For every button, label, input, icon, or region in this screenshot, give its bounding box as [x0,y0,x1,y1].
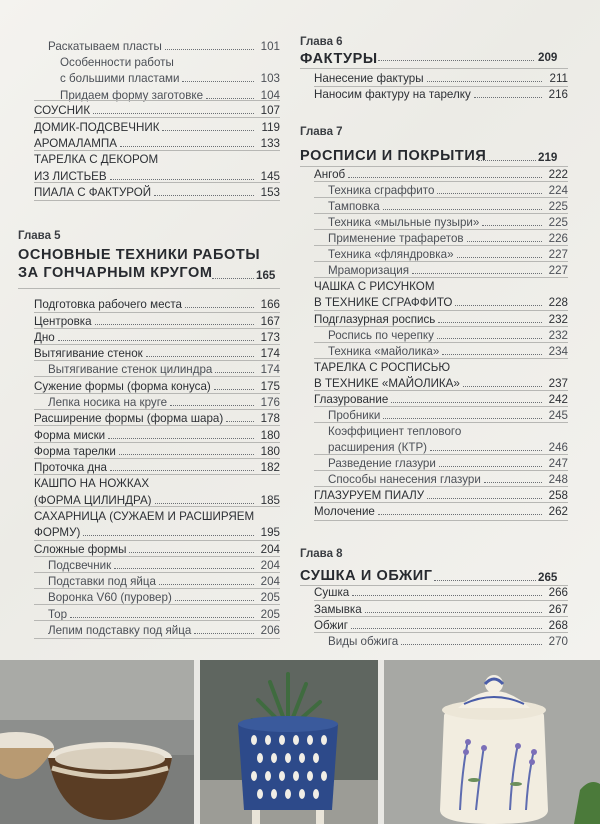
entry-label: Применение трафаретов [328,232,464,245]
leader-dots [226,420,254,422]
separator-line [34,506,280,507]
chapter-page-number: 165 [256,269,276,282]
page-number: 247 [548,457,568,470]
separator-line [34,572,280,573]
leader-dots [146,355,254,357]
leader-dots [119,453,254,455]
leader-dots [348,176,542,178]
leader-dots [474,96,542,98]
entry-label: Мраморизация [328,264,410,277]
page-number: 237 [548,377,568,390]
page-number: 176 [260,396,280,409]
separator-line [34,328,280,329]
entry-label: Техника «майолика» [328,345,440,358]
separator-line [314,406,568,407]
entry-label: Особенности работы [60,56,174,69]
entry-label: Пробники [328,409,381,422]
entry-label: В ТЕХНИКЕ СГРАФФИТО [314,296,453,309]
page-number: 145 [260,170,280,183]
separator-line [34,604,280,605]
separator-line [34,540,280,541]
entry-label: Наносим фактуру на тарелку [314,88,471,101]
leader-dots [108,437,254,439]
separator-line [314,470,568,471]
entry-label: Способы нанесения глазури [328,473,481,486]
separator-line [34,556,280,557]
leader-dots [165,48,254,50]
entry-label: ПИАЛА С ФАКТУРОЙ [34,186,152,199]
page-number: 204 [260,575,280,588]
page-number: 167 [260,315,280,328]
separator-line [314,632,568,633]
leader-dots [383,208,542,210]
entry-label: Обжиг [314,619,348,632]
separator-line [314,454,568,455]
entry-label: Техника «мыльные пузыри» [328,216,480,229]
entry-label: Замывка [314,603,362,616]
leader-dots [427,80,542,82]
separator-line [34,312,280,313]
leader-dots [155,502,254,504]
entry-label: Придаем форму заготовке [60,89,204,102]
separator-line [34,360,280,361]
entry-label: Техника «фляндровка» [328,248,454,261]
leader-dots [401,643,542,645]
entry-label: Раскатываем пласты [48,40,162,53]
separator-line [314,486,568,487]
leader-dots [378,513,542,515]
leader-dots [194,632,254,634]
entry-label: ТАРЕЛКА С ДЕКОРОМ [34,153,159,166]
separator-line [314,261,568,262]
page-number: 246 [548,441,568,454]
chapter-label: Глава 7 [300,126,343,138]
succulent-pot-photo-icon [200,660,378,824]
separator-line [314,600,568,601]
entry-label: Сужение формы (форма конуса) [34,380,211,393]
separator-line [314,213,568,214]
separator-line [314,197,568,198]
page-number: 266 [548,586,568,599]
leader-dots [467,240,542,242]
entry-label: Подготовка рабочего места [34,298,182,311]
page-number: 175 [260,380,280,393]
leader-dots [110,469,254,471]
page-number: 195 [260,526,280,539]
page-number: 174 [260,363,280,376]
entry-label: ГЛАЗУРУЕМ ПИАЛУ [314,489,425,502]
separator-line [34,474,280,475]
entry-label: Вытягивание стенок цилиндра [48,363,213,376]
entry-label: Разведение глазури [328,457,436,470]
page-number: 232 [548,313,568,326]
entry-label: КАШПО НА НОЖКАХ [34,477,150,490]
separator-line [34,200,280,201]
separator-line [314,502,568,503]
page-number: 185 [260,494,280,507]
page-number: 180 [260,429,280,442]
separator-line [314,390,568,391]
entry-label: ТАРЕЛКА С РОСПИСЬЮ [314,361,451,374]
separator-line [314,358,568,359]
entry-label: Коэффициент теплового [328,425,462,438]
entry-label: Ангоб [314,168,346,181]
entry-label: Сложные формы [34,543,127,556]
separator-line [34,376,280,377]
leader-dots [185,306,254,308]
leader-dots [437,192,542,194]
leader-dots [83,534,254,536]
leader-dots [175,599,254,601]
entry-label: В ТЕХНИКЕ «МАЙОЛИКА» [314,377,460,390]
leader-dots [427,497,542,499]
leader-dots [438,321,542,323]
page-number: 205 [260,591,280,604]
entry-label: Лепим подставку под яйца [48,624,192,637]
leader-dots [182,80,254,82]
entry-label: Центровка [34,315,92,328]
entry-label: ФОРМУ) [34,526,81,539]
entry-label: расширения (КТР) [328,441,428,454]
leader-dots [58,339,254,341]
leader-dots [212,277,254,279]
entry-label: Техника сграффито [328,184,435,197]
page-number: 153 [260,186,280,199]
leader-dots [391,401,542,403]
leader-dots [70,616,254,618]
entry-label: Нанесение фактуры [314,72,424,85]
entry-label: Виды обжига [328,635,399,648]
page-number: 222 [548,168,568,181]
separator-line [34,150,280,151]
separator-line [314,277,568,278]
separator-line [314,616,568,617]
page-number: 262 [548,505,568,518]
page-number: 234 [548,345,568,358]
separator-line [34,458,280,459]
entry-label: Форма тарелки [34,445,116,458]
separator-line [314,422,568,423]
leader-dots [455,304,542,306]
page-number: 205 [260,608,280,621]
chapter-title: СУШКА И ОБЖИГ [300,568,433,584]
page-number: 211 [549,72,568,85]
chapter-title: ФАКТУРЫ [300,51,378,67]
separator-line [314,520,568,521]
chapter-title: РОСПИСИ И ПОКРЫТИЯ [300,148,487,164]
page-number: 267 [548,603,568,616]
separator-line [314,245,568,246]
separator-line [34,588,280,589]
separator-line [18,288,280,289]
entry-label: с большими пластами [60,72,180,85]
page-number: 216 [548,88,568,101]
page-number: 178 [260,412,280,425]
page-number: 232 [548,329,568,342]
entry-label: Тамповка [328,200,380,213]
entry-label: Лепка носика на круге [48,396,168,409]
page-number: 174 [260,347,280,360]
entry-label: (ФОРМА ЦИЛИНДРА) [34,494,152,507]
separator-line [34,100,280,101]
leader-dots [463,385,542,387]
leader-dots [383,417,542,419]
separator-line [34,344,280,345]
separator-line [34,117,280,118]
leader-dots [351,627,542,629]
entry-label: САХАРНИЦА (СУЖАЕМ И РАСШИРЯЕМ [34,510,255,523]
chapter-page-number: 209 [538,51,558,64]
entry-label: Роспись по черепку [328,329,434,342]
leader-dots [120,145,254,147]
leader-dots [378,59,534,61]
page-number: 245 [548,409,568,422]
page-number: 258 [548,489,568,502]
page-number: 206 [260,624,280,637]
leader-dots [412,272,542,274]
separator-line [34,638,280,639]
chapter-title: ОСНОВНЫЕ ТЕХНИКИ РАБОТЫ [18,247,261,263]
entry-label: Подставки под яйца [48,575,156,588]
page-number: 119 [261,121,280,134]
entry-label: СОУСНИК [34,104,91,117]
page-number: 270 [548,635,568,648]
leader-dots [170,404,254,406]
page-number: 103 [260,72,280,85]
separator-line [314,86,568,87]
page-number: 204 [260,559,280,572]
separator-line [34,409,280,410]
leader-dots [110,178,254,180]
entry-label: ЧАШКА С РИСУНКОМ [314,280,435,293]
leader-dots [457,256,542,258]
page-number: 180 [260,445,280,458]
chapter-page-number: 265 [538,571,558,584]
entry-label: Проточка дна [34,461,107,474]
page-number: 225 [548,200,568,213]
page-number: 173 [260,331,280,344]
entry-label: Воронка V60 (пуровер) [48,591,172,604]
page-number: 226 [548,232,568,245]
separator-line [34,425,280,426]
photo-strip [0,660,600,824]
leader-dots [352,594,542,596]
leader-dots [430,449,542,451]
separator-line [314,310,568,311]
page-number: 242 [548,393,568,406]
page-number: 104 [260,89,280,102]
page-number: 166 [260,298,280,311]
leader-dots [437,337,542,339]
page-number: 107 [260,104,280,117]
entry-label: Форма миски [34,429,106,442]
separator-line [34,393,280,394]
leader-dots [439,465,542,467]
leader-dots [442,353,542,355]
entry-label: Вытягивание стенок [34,347,143,360]
page-number: 133 [260,137,280,150]
leader-dots [159,583,254,585]
entry-label: Молочение [314,505,375,518]
chapter-page-number: 219 [538,151,558,164]
entry-label: АРОМАЛАМПА [34,137,117,150]
separator-line [34,442,280,443]
entry-label: Тор [48,608,68,621]
chapter-label: Глава 6 [300,36,343,48]
entry-label: Расширение формы (форма шара) [34,412,224,425]
leader-dots [434,579,536,581]
chapter-title: ЗА ГОНЧАРНЫМ КРУГОМ [18,265,213,281]
page-number: 227 [548,248,568,261]
chapter-label: Глава 5 [18,230,61,242]
leader-dots [162,129,254,131]
page-number: 225 [548,216,568,229]
page-number: 101 [260,40,280,53]
separator-line [34,182,280,183]
leader-dots [365,611,542,613]
leader-dots [114,567,254,569]
entry-label: Сушка [314,586,350,599]
entry-label: Подсвечник [48,559,112,572]
page-number: 228 [548,296,568,309]
leader-dots [215,371,254,373]
leader-dots [93,112,254,114]
leader-dots [154,194,254,196]
page-number: 204 [260,543,280,556]
entry-label: ИЗ ЛИСТЬЕВ [34,170,107,183]
page-number: 248 [548,473,568,486]
page-number: 224 [548,184,568,197]
chapter-label: Глава 8 [300,548,343,560]
separator-line [314,326,568,327]
bowls-photo-icon [0,660,194,824]
separator-line [300,68,568,69]
entry-label: Дно [34,331,55,344]
leader-dots [482,224,542,226]
entry-label: ДОМИК-ПОДСВЕЧНИК [34,121,160,134]
leader-dots [206,97,254,99]
separator-line [314,342,568,343]
page-number: 182 [260,461,280,474]
leader-dots [478,159,536,161]
leader-dots [484,481,542,483]
entry-label: Глазурование [314,393,389,406]
separator-line [314,181,568,182]
separator-line [314,229,568,230]
entry-label: Подглазурная роспись [314,313,436,326]
leader-dots [95,323,254,325]
leader-dots [214,388,254,390]
page-number: 227 [548,264,568,277]
separator-line [34,620,280,621]
leader-dots [129,551,254,553]
page-number: 268 [548,619,568,632]
majolica-jar-photo-icon [384,660,600,824]
separator-line [300,166,568,167]
